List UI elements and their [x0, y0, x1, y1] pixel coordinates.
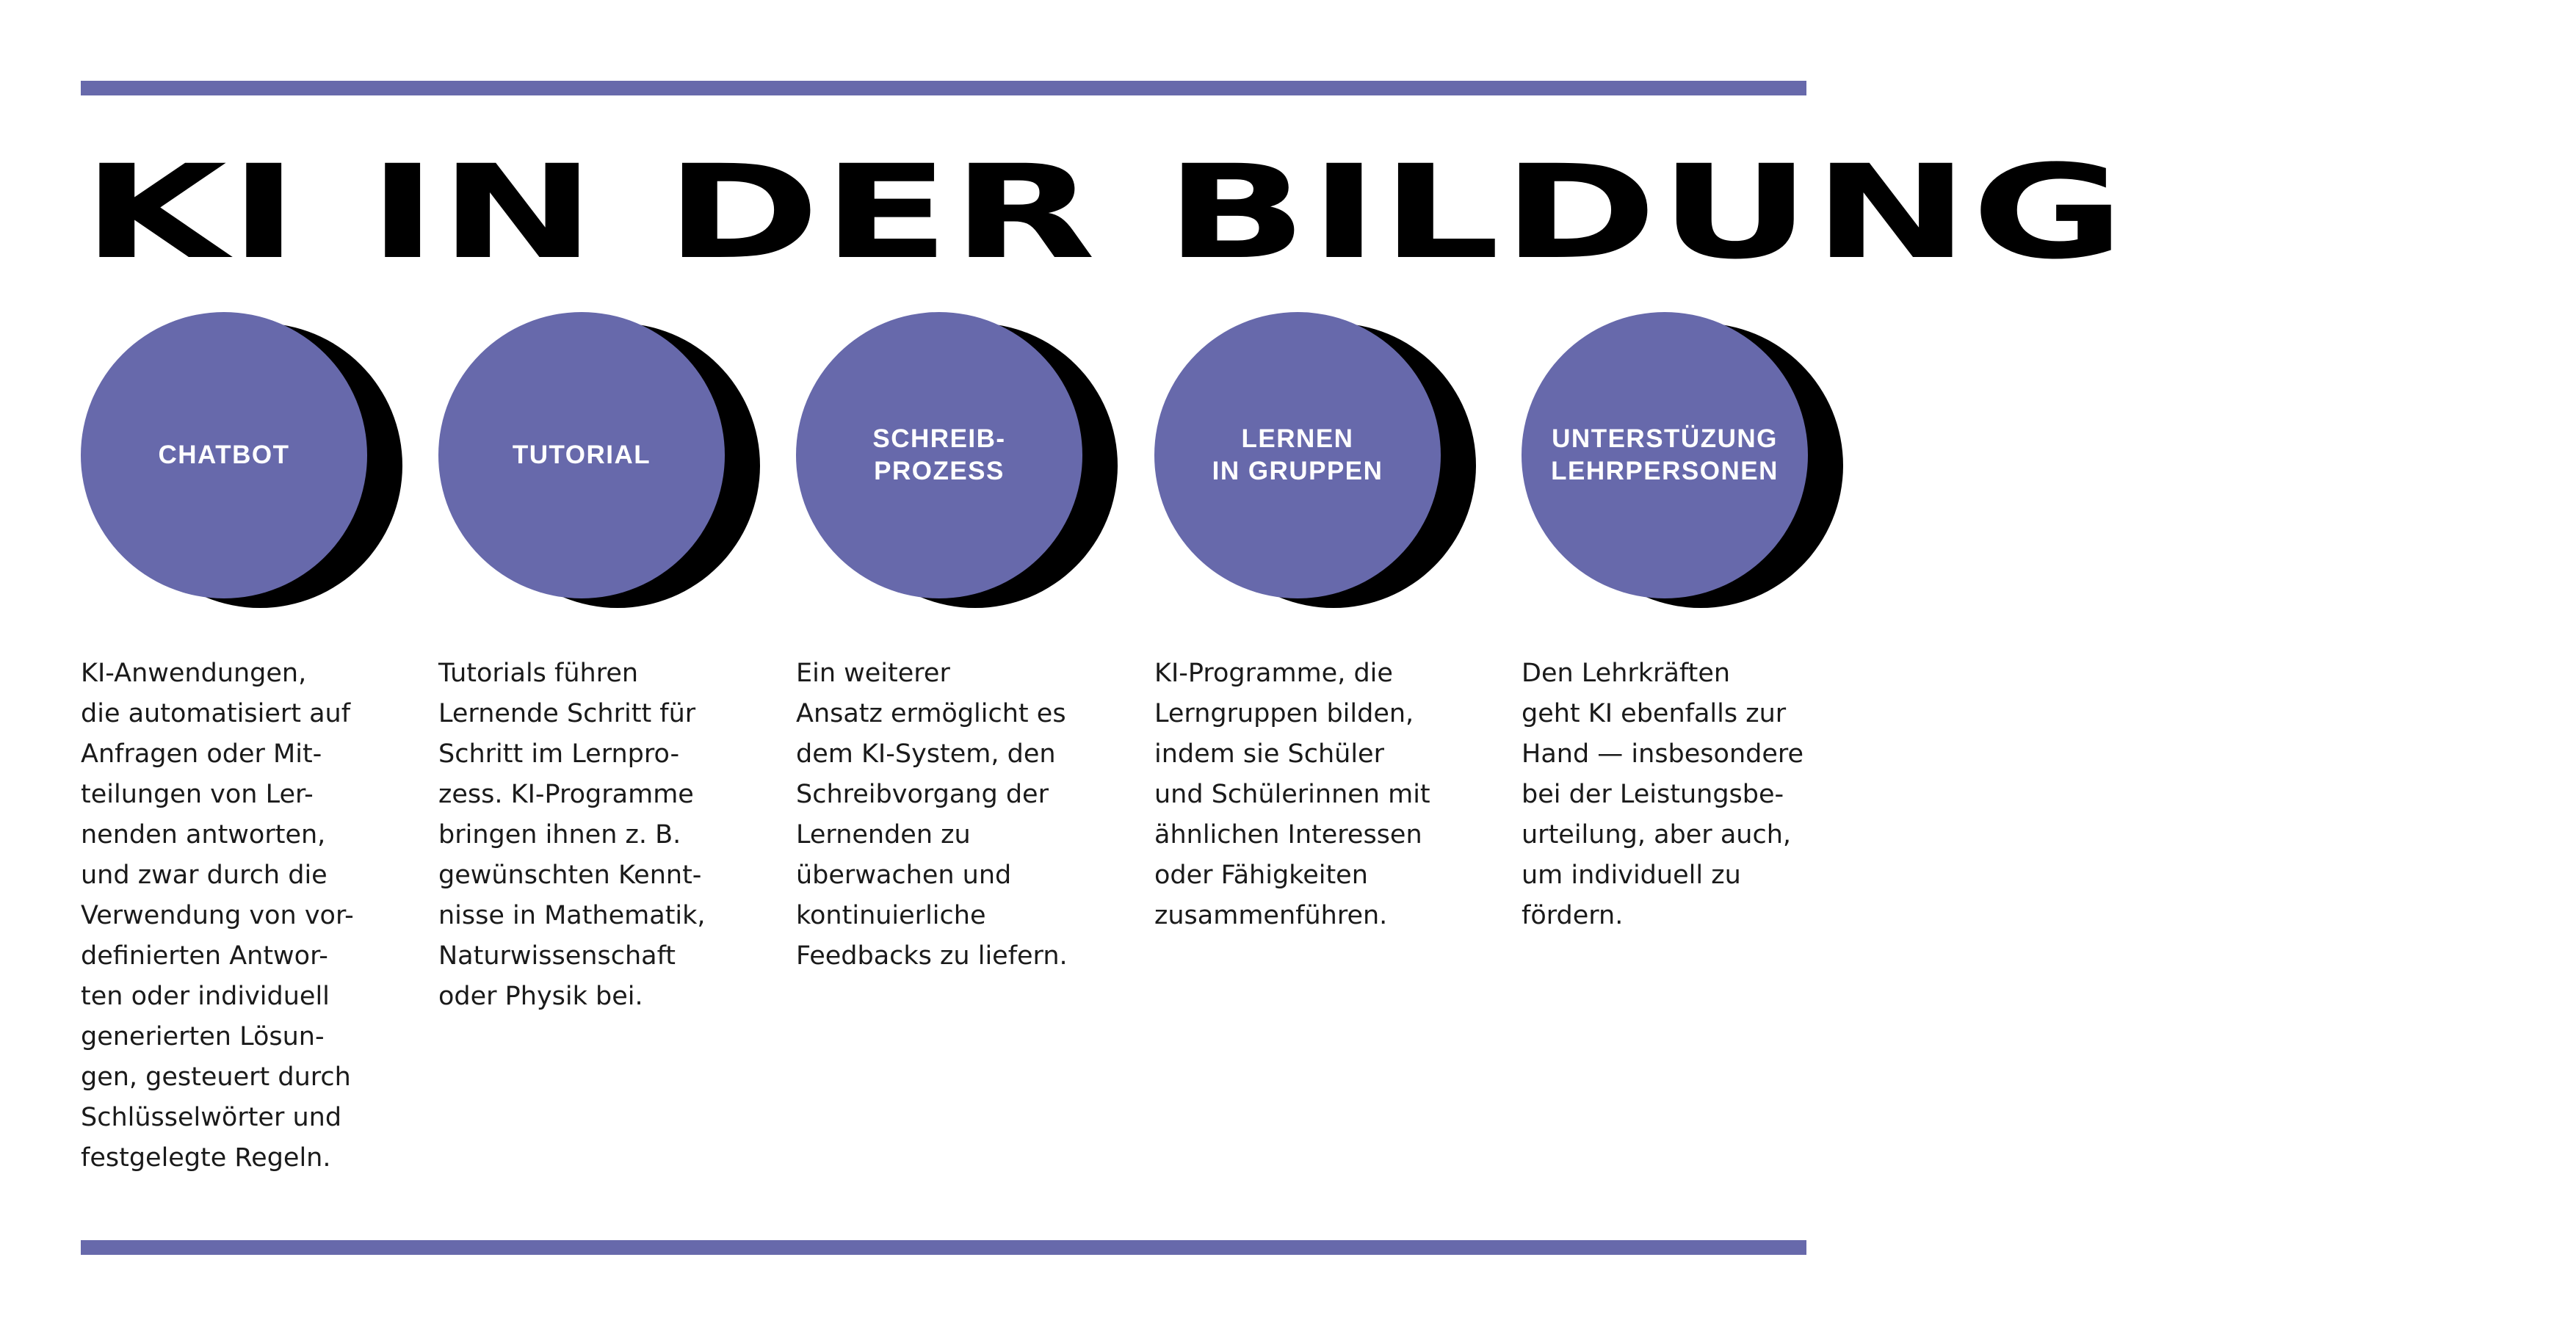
topic-description: KI-Anwendungen, die automatisiert auf Anfragen oder Mit- teilungen von Ler- nenden antworten, und zwar durch die Verwendung von vor- definierten Antwor- ten oder individuell generierten Lösun- gen, gesteuert durch Schlüsselwörter und festgelegte Regeln.: [81, 659, 354, 1173]
topic-circle: [438, 312, 725, 598]
topic-circle: [796, 312, 1082, 598]
topic-description: Ein weiterer Ansatz ermöglicht es dem KI-System, den Schreibvorgang der Lernenden zu überwachen und kontinuierliche Feedbacks zu liefern.: [796, 659, 1068, 971]
topic-description: Den Lehrkräften geht KI ebenfalls zur Hand — insbesondere bei der Leistungsbe- urteilung, aber auch, um individuell zu fördern.: [1522, 659, 1804, 930]
topic-tutorial: [438, 0, 761, 1329]
topic-description: KI-Programme, die Lerngruppen bilden, indem sie Schüler und Schülerinnen mit ähnlichen Interessen oder Fähigkeiten zusammenführen.: [1154, 659, 1430, 930]
topic-chatbot: [81, 0, 404, 1329]
topic-schreibprozess: [796, 0, 1119, 1329]
topic-circle: [81, 312, 367, 598]
topic-label: SCHREIB- PROZESS: [872, 424, 1006, 485]
topic-label: LERNEN IN GRUPPEN: [1212, 424, 1383, 485]
topic-lernen-in-gruppen: [1154, 0, 1477, 1329]
topic-unterstuetzung-lehrpersonen: [1522, 0, 1845, 1329]
topic-circle: [1154, 312, 1441, 598]
topic-description: Tutorials führen Lernende Schritt für Schritt im Lernpro- zess. KI-Programme bringen ihnen z. B. gewünschten Kennt- nisse in Mathematik, Naturwissenschaft oder Physik bei.: [438, 659, 706, 1011]
topic-label: UNTERSTÜZUNG LEHRPERSONEN: [1551, 424, 1779, 485]
bottom-divider: [81, 1240, 1806, 1255]
topic-label: TUTORIAL: [512, 441, 651, 469]
topic-label: CHATBOT: [158, 441, 290, 469]
page-title: KI IN DER BILDUNG: [82, 137, 2127, 288]
topic-circle: [1522, 312, 1808, 598]
